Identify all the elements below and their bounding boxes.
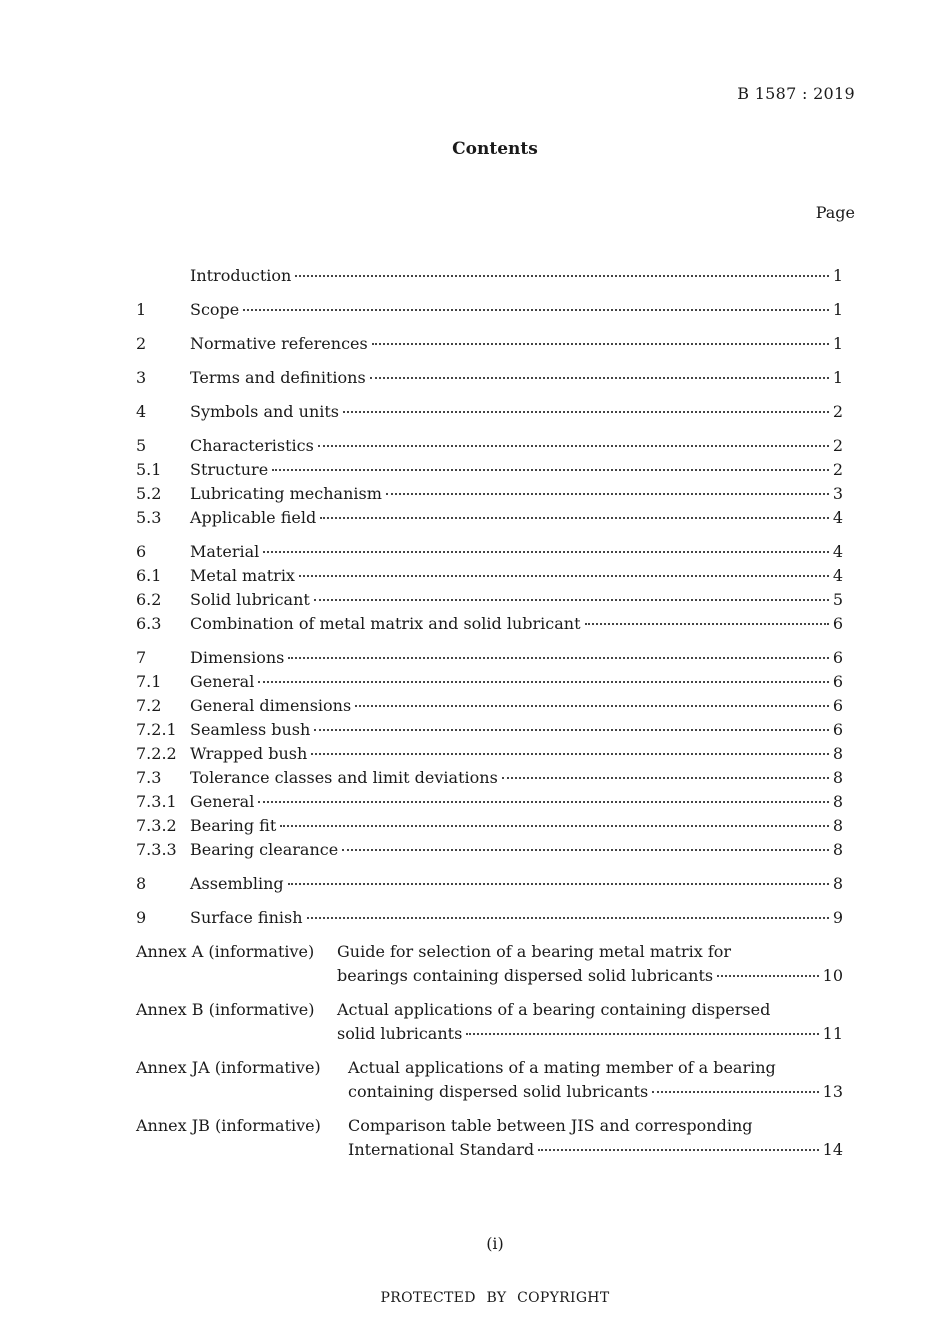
toc-entry-title: Scope — [190, 300, 240, 319]
toc-entry-number: 5.3 — [136, 508, 162, 527]
toc-entry-title: Assembling — [190, 874, 284, 893]
annex-page: 11 — [822, 1024, 843, 1043]
annex-label: Annex A (informative) — [136, 942, 315, 961]
toc-annex-entry[interactable] — [136, 1114, 843, 1162]
dot-leader — [288, 657, 828, 659]
toc-entry-title: Metal matrix — [190, 566, 295, 585]
toc-entry-page: 6 — [832, 614, 843, 633]
toc-entry-number: 7.3 — [136, 768, 162, 787]
toc-entry-number: 5.2 — [136, 484, 162, 503]
toc-entry-number: 7.1 — [136, 672, 162, 691]
toc-group — [136, 298, 843, 322]
toc-entry-page: 3 — [832, 484, 843, 503]
toc-entry-number: 7.2 — [136, 696, 162, 715]
annex-title-line: Actual applications of a mating member of a bearing — [348, 1058, 776, 1077]
toc-entry-number: 3 — [136, 368, 147, 387]
toc-entry-page: 2 — [832, 402, 843, 421]
toc-group — [136, 872, 843, 896]
toc-entry[interactable] — [136, 540, 843, 564]
toc-entry-page: 4 — [832, 542, 843, 561]
toc-entry[interactable] — [136, 814, 843, 838]
toc-entry[interactable] — [136, 694, 843, 718]
toc-group — [136, 540, 843, 636]
toc-entry-title: General dimensions — [190, 696, 352, 715]
toc-entry[interactable] — [136, 588, 843, 612]
toc-entry-title: Lubricating mechanism — [190, 484, 382, 503]
toc-entry[interactable] — [136, 298, 843, 322]
dot-leader — [314, 599, 829, 601]
toc-annex-entry[interactable] — [136, 998, 843, 1046]
dot-leader — [717, 975, 819, 977]
annex-title-last-line — [337, 964, 843, 988]
toc-entry-page: 6 — [832, 672, 843, 691]
toc-entry-page: 8 — [832, 744, 843, 763]
toc-entry-number: 9 — [136, 908, 147, 927]
toc-entry-title: Bearing fit — [190, 816, 277, 835]
toc-entry-page: 5 — [832, 590, 843, 609]
annex-title-line: International Standard — [348, 1140, 535, 1159]
copyright-notice: PROTECTED BY COPYRIGHT — [380, 1290, 610, 1306]
dot-leader — [288, 883, 829, 885]
toc-group — [136, 646, 843, 862]
toc-entry[interactable] — [136, 670, 843, 694]
toc-entry-title: Symbols and units — [190, 402, 339, 421]
annex-title-line: Comparison table between JIS and corresponding — [348, 1116, 753, 1135]
toc-entry[interactable] — [136, 564, 843, 588]
toc-entry-number: 7.3.1 — [136, 792, 177, 811]
toc-entry[interactable] — [136, 718, 843, 742]
toc-entry[interactable] — [136, 838, 843, 862]
toc-entry-page: 8 — [832, 816, 843, 835]
annex-title-last-line — [337, 1022, 843, 1046]
toc-group — [136, 434, 843, 530]
toc-entry-number: 5 — [136, 436, 147, 455]
toc-entry-page: 8 — [832, 874, 843, 893]
toc-entry[interactable] — [136, 612, 843, 636]
toc-group — [136, 366, 843, 390]
dot-leader — [585, 623, 829, 625]
toc-entry-number: 6.2 — [136, 590, 162, 609]
table-of-contents — [136, 264, 843, 1172]
toc-entry[interactable] — [136, 366, 843, 390]
toc-entry[interactable] — [136, 458, 843, 482]
annex-title-line: containing dispersed solid lubricants — [348, 1082, 649, 1101]
toc-entry-title: General — [190, 672, 255, 691]
toc-entry-number: 7 — [136, 648, 147, 667]
toc-entry-title: Introduction — [190, 266, 292, 285]
toc-annexes — [136, 940, 843, 1162]
toc-entry-page: 8 — [832, 840, 843, 859]
toc-entry-number: 7.2.2 — [136, 744, 177, 763]
toc-entry-title: General — [190, 792, 255, 811]
toc-entry[interactable] — [136, 646, 843, 670]
dot-leader — [318, 445, 829, 447]
toc-entry[interactable] — [136, 434, 843, 458]
dot-leader — [263, 551, 829, 553]
toc-entry-number: 8 — [136, 874, 147, 893]
toc-entry-title: Combination of metal matrix and solid lubricant — [190, 614, 581, 633]
toc-entry-page: 9 — [832, 908, 843, 927]
toc-entry-page: 8 — [832, 792, 843, 811]
dot-leader — [272, 469, 829, 471]
toc-entry-title: Dimensions — [190, 648, 285, 667]
toc-entry-title: Characteristics — [190, 436, 314, 455]
annex-page: 14 — [822, 1140, 843, 1159]
toc-entry-number: 2 — [136, 334, 147, 353]
toc-entry-number: 5.1 — [136, 460, 162, 479]
dot-leader — [343, 411, 829, 413]
annex-label: Annex B (informative) — [136, 1000, 315, 1019]
toc-entry-page: 6 — [832, 648, 843, 667]
dot-leader — [258, 801, 828, 803]
toc-entry-title: Terms and definitions — [190, 368, 366, 387]
dot-leader — [372, 343, 829, 345]
dot-leader — [311, 753, 829, 755]
annex-page: 13 — [822, 1082, 843, 1101]
annex-body — [337, 940, 843, 988]
toc-entry[interactable] — [136, 906, 843, 930]
toc-entry-number: 6.1 — [136, 566, 162, 585]
dot-leader — [307, 917, 829, 919]
toc-entry-page: 1 — [832, 300, 843, 319]
annex-label: Annex JA (informative) — [136, 1058, 321, 1077]
toc-entry-number: 7.3.3 — [136, 840, 177, 859]
dot-leader — [652, 1091, 818, 1093]
toc-entry-page: 1 — [832, 266, 843, 285]
annex-title-line: bearings containing dispersed solid lubricants — [337, 966, 714, 985]
toc-entry-title: Seamless bush — [190, 720, 311, 739]
toc-entry[interactable] — [136, 872, 843, 896]
dot-leader — [243, 309, 829, 311]
toc-entry-title: Surface finish — [190, 908, 303, 927]
toc-group — [136, 400, 843, 424]
dot-leader — [295, 275, 828, 277]
annex-body — [348, 1114, 843, 1162]
annex-title-line: solid lubricants — [337, 1024, 463, 1043]
toc-entry-page: 2 — [832, 436, 843, 455]
dot-leader — [299, 575, 829, 577]
toc-entry[interactable] — [136, 790, 843, 814]
toc-entry-number: 6.3 — [136, 614, 162, 633]
toc-annex-entry[interactable] — [136, 940, 843, 988]
toc-group — [136, 906, 843, 930]
dot-leader — [466, 1033, 818, 1035]
dot-leader — [342, 849, 829, 851]
page-title: Contents — [452, 139, 538, 159]
toc-entry-number: 7.2.1 — [136, 720, 177, 739]
toc-entry-title: Solid lubricant — [190, 590, 310, 609]
toc-entry-title: Normative references — [190, 334, 368, 353]
toc-entry[interactable] — [136, 742, 843, 766]
footer-page-number: (i) — [486, 1234, 504, 1253]
toc-entry-page: 1 — [832, 368, 843, 387]
toc-entry[interactable] — [136, 506, 843, 530]
toc-entry-number: 1 — [136, 300, 147, 319]
toc-entry-number: 7.3.2 — [136, 816, 177, 835]
toc-entry-page: 6 — [832, 720, 843, 739]
annex-title-line: Actual applications of a bearing containing dispersed — [337, 1000, 771, 1019]
dot-leader — [258, 681, 828, 683]
toc-annex-entry[interactable] — [136, 1056, 843, 1104]
toc-group — [136, 332, 843, 356]
dot-leader — [320, 517, 829, 519]
toc-entry[interactable] — [136, 332, 843, 356]
page-column-label: Page — [815, 203, 855, 222]
toc-entry-title: Wrapped bush — [190, 744, 308, 763]
annex-body — [337, 998, 843, 1046]
annex-page: 10 — [822, 966, 843, 985]
toc-entry-page: 2 — [832, 460, 843, 479]
toc-entry-title: Bearing clearance — [190, 840, 339, 859]
toc-entry-title: Tolerance classes and limit deviations — [190, 768, 498, 787]
dot-leader — [538, 1149, 818, 1151]
dot-leader — [280, 825, 829, 827]
toc-entry-title: Structure — [190, 460, 269, 479]
toc-entry-page: 4 — [832, 508, 843, 527]
toc-entry-title: Applicable field — [190, 508, 317, 527]
toc-entry[interactable] — [136, 482, 843, 506]
document-id: B 1587 : 2019 — [737, 84, 855, 103]
toc-entry[interactable] — [136, 766, 843, 790]
toc-entry[interactable] — [136, 264, 843, 288]
annex-label: Annex JB (informative) — [136, 1116, 321, 1135]
dot-leader — [314, 729, 829, 731]
toc-entry-number: 4 — [136, 402, 147, 421]
annex-title-last-line — [348, 1080, 843, 1104]
annex-title-line: Guide for selection of a bearing metal matrix for — [337, 942, 732, 961]
toc-entry[interactable] — [136, 400, 843, 424]
toc-entry-page: 6 — [832, 696, 843, 715]
annex-title-last-line — [348, 1138, 843, 1162]
toc-entry-page: 8 — [832, 768, 843, 787]
toc-entry-title: Material — [190, 542, 260, 561]
toc-entry-page: 4 — [832, 566, 843, 585]
dot-leader — [386, 493, 829, 495]
annex-body — [348, 1056, 843, 1104]
toc-sections — [136, 264, 843, 930]
dot-leader — [355, 705, 829, 707]
toc-entry-page: 1 — [832, 334, 843, 353]
dot-leader — [502, 777, 829, 779]
toc-entry-number: 6 — [136, 542, 147, 561]
dot-leader — [370, 377, 829, 379]
toc-group — [136, 264, 843, 288]
